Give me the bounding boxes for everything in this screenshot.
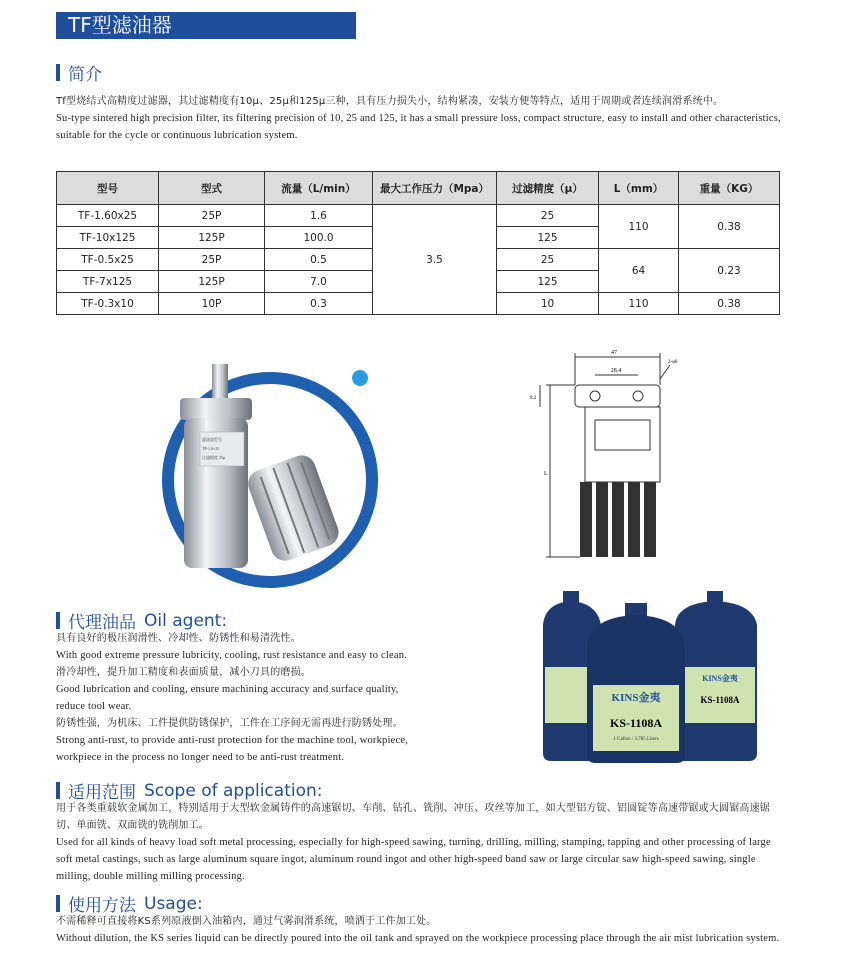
intro-text [56, 93, 781, 144]
oil-agent-zh2: 滑冷却性，提升加工精度和表面质量，减小刀具的磨损。 [56, 667, 311, 678]
oil-agent-en2a: Good lubrication and cooling, ensure machining accuracy and surface quality, [56, 684, 399, 695]
table-header-row [57, 172, 780, 205]
oil-agent-text [56, 630, 526, 766]
scope-heading-en: Scope of application: [144, 780, 323, 801]
cell-weight: 0.38 [679, 293, 780, 315]
intro-heading [56, 60, 102, 85]
cell-flow: 0.3 [265, 293, 373, 315]
filter-product-image [140, 350, 380, 590]
accent-dot [352, 370, 368, 386]
table-row [57, 205, 780, 227]
oil-agent-heading-en: Oil agent: [144, 610, 228, 631]
col-length: L（mm） [599, 172, 679, 205]
cell-pressure: 3.5 [373, 205, 497, 315]
usage-heading-en: Usage: [144, 893, 203, 914]
dim-top: 47 [611, 350, 617, 356]
filter-element-ribs [580, 482, 656, 557]
dim-side: 8.2 [530, 396, 537, 401]
bottle-right-product: KS-1108A [700, 695, 740, 705]
bottle-product: KS-1108A [609, 716, 663, 730]
filter-fitting [212, 364, 228, 398]
cell-length: 110 [599, 293, 679, 315]
cell-model: TF-0.5x25 [57, 249, 159, 271]
cell-precision: 125 [497, 271, 599, 293]
bottle-brand: KINS金夷 [611, 692, 661, 704]
bottle-front [587, 603, 685, 763]
intro-en: Su-type sintered high precision filter, its filtering precision of 10, 25 and 125, it has a small pressure loss, compact structure, easy to install and other characteristics, suitable for the cycle or continuous lubrication system. [56, 113, 781, 141]
cell-type: 125P [159, 227, 265, 249]
cell-type: 25P [159, 205, 265, 227]
col-precision: 过滤精度（μ） [497, 172, 599, 205]
usage-en: Without dilution, the KS series liquid can be directly poured into the oil tank and sprayed on the workpiece processing place through the air mist lubrication system. [56, 933, 780, 944]
spec-table [56, 171, 780, 315]
scope-text [56, 800, 781, 885]
bottle-size: 1 Gallon / 3.785 Liters [613, 737, 659, 742]
bottle-right [675, 591, 757, 761]
page-title: TF型滤油器 [56, 12, 356, 39]
cell-precision: 125 [497, 227, 599, 249]
heading-marker [56, 895, 60, 912]
oil-agent-zh1: 具有良好的极压润滑性、冷却性、防锈性和易清洗性。 [56, 633, 301, 644]
heading-marker [56, 612, 60, 629]
scope-heading-zh: 适用范围 [68, 783, 136, 803]
col-model: 型号 [57, 172, 159, 205]
col-flow: 流量（L/min） [265, 172, 373, 205]
usage-heading-zh: 使用方法 [68, 896, 136, 916]
oil-agent-zh3: 防锈性强，为机床、工件提供防锈保护，工件在工序间无需再进行防锈处理。 [56, 718, 403, 729]
oil-bottles-image [535, 585, 775, 765]
cell-model: TF-7x125 [57, 271, 159, 293]
scope-zh: 用于各类重载软金属加工，特别适用于大型软金属铸件的高速锯切、车削、钻孔、铣削、冲压、攻丝等加工，如大型铝方锭、铝圆锭等高速带锯或大圆锯高速锯切、单面铣、双面铣的铣削加工。 [56, 803, 770, 831]
cell-flow: 0.5 [265, 249, 373, 271]
heading-marker [56, 64, 60, 81]
cell-model: TF-0.3x10 [57, 293, 159, 315]
nameplate-line3: 过滤精度 25μ [202, 455, 226, 460]
oil-agent-en3b: workpiece in the process no longer need to be anti-rust treatment. [56, 752, 345, 763]
cell-length: 64 [599, 249, 679, 293]
dim-hole: 2-φ8 [668, 360, 678, 365]
cell-flow: 7.0 [265, 271, 373, 293]
nameplate-line1: 滤油器型号 [202, 437, 222, 442]
col-weight: 重量（KG） [679, 172, 780, 205]
heading-marker [56, 782, 60, 799]
cell-length: 110 [599, 205, 679, 249]
cell-precision: 25 [497, 249, 599, 271]
intro-zh: Tf型烧结式高精度过滤器，其过滤精度有10μ、25μ和125μ三种，具有压力损失小，结构紧凑，安装方便等特点，适用于周期或者连续润滑系统中。 [56, 96, 724, 107]
cell-type: 125P [159, 271, 265, 293]
cell-type: 25P [159, 249, 265, 271]
cell-precision: 25 [497, 205, 599, 227]
cell-flow: 1.6 [265, 205, 373, 227]
filter-head [180, 398, 252, 420]
scope-en: Used for all kinds of heavy load soft metal processing, especially for high-speed sawing, turning, drilling, milling, stamping, tapping and other processing of large soft metal castings, such as large aluminum square ingot, aluminum round ingot and other high-speed band saw or large circular saw high-speed sawing, single milling, double milling milling processing. [56, 837, 771, 882]
usage-zh: 不需稀释可直接将KS系列原液倒入油箱内，通过气雾润滑系统，喷洒于工件加工处。 [56, 916, 437, 927]
oil-agent-heading-zh: 代理油品 [68, 613, 136, 633]
cell-model: TF-10x125 [57, 227, 159, 249]
nameplate-line2: TF-1.6×25 [202, 446, 220, 451]
cell-precision: 10 [497, 293, 599, 315]
dim-holes: 28.4 [610, 368, 622, 374]
bottle-right-brand: KINS金夷 [702, 674, 738, 683]
cell-model: TF-1.60x25 [57, 205, 159, 227]
dim-length: L [544, 471, 548, 477]
col-pressure: 最大工作压力（Mpa） [373, 172, 497, 205]
oil-agent-en2b: reduce tool wear. [56, 701, 132, 712]
oil-agent-en3a: Strong anti-rust, to provide anti-rust protection for the machine tool, workpiece, [56, 735, 409, 746]
cell-type: 10P [159, 293, 265, 315]
usage-text [56, 913, 781, 947]
intro-heading-text: 简介 [68, 65, 102, 85]
cell-weight: 0.23 [679, 249, 780, 293]
cell-flow: 100.0 [265, 227, 373, 249]
oil-agent-en1: With good extreme pressure lubricity, cooling, rust resistance and easy to clean. [56, 650, 407, 661]
col-type: 型式 [159, 172, 265, 205]
technical-drawing [520, 345, 690, 575]
cell-weight: 0.38 [679, 205, 780, 249]
